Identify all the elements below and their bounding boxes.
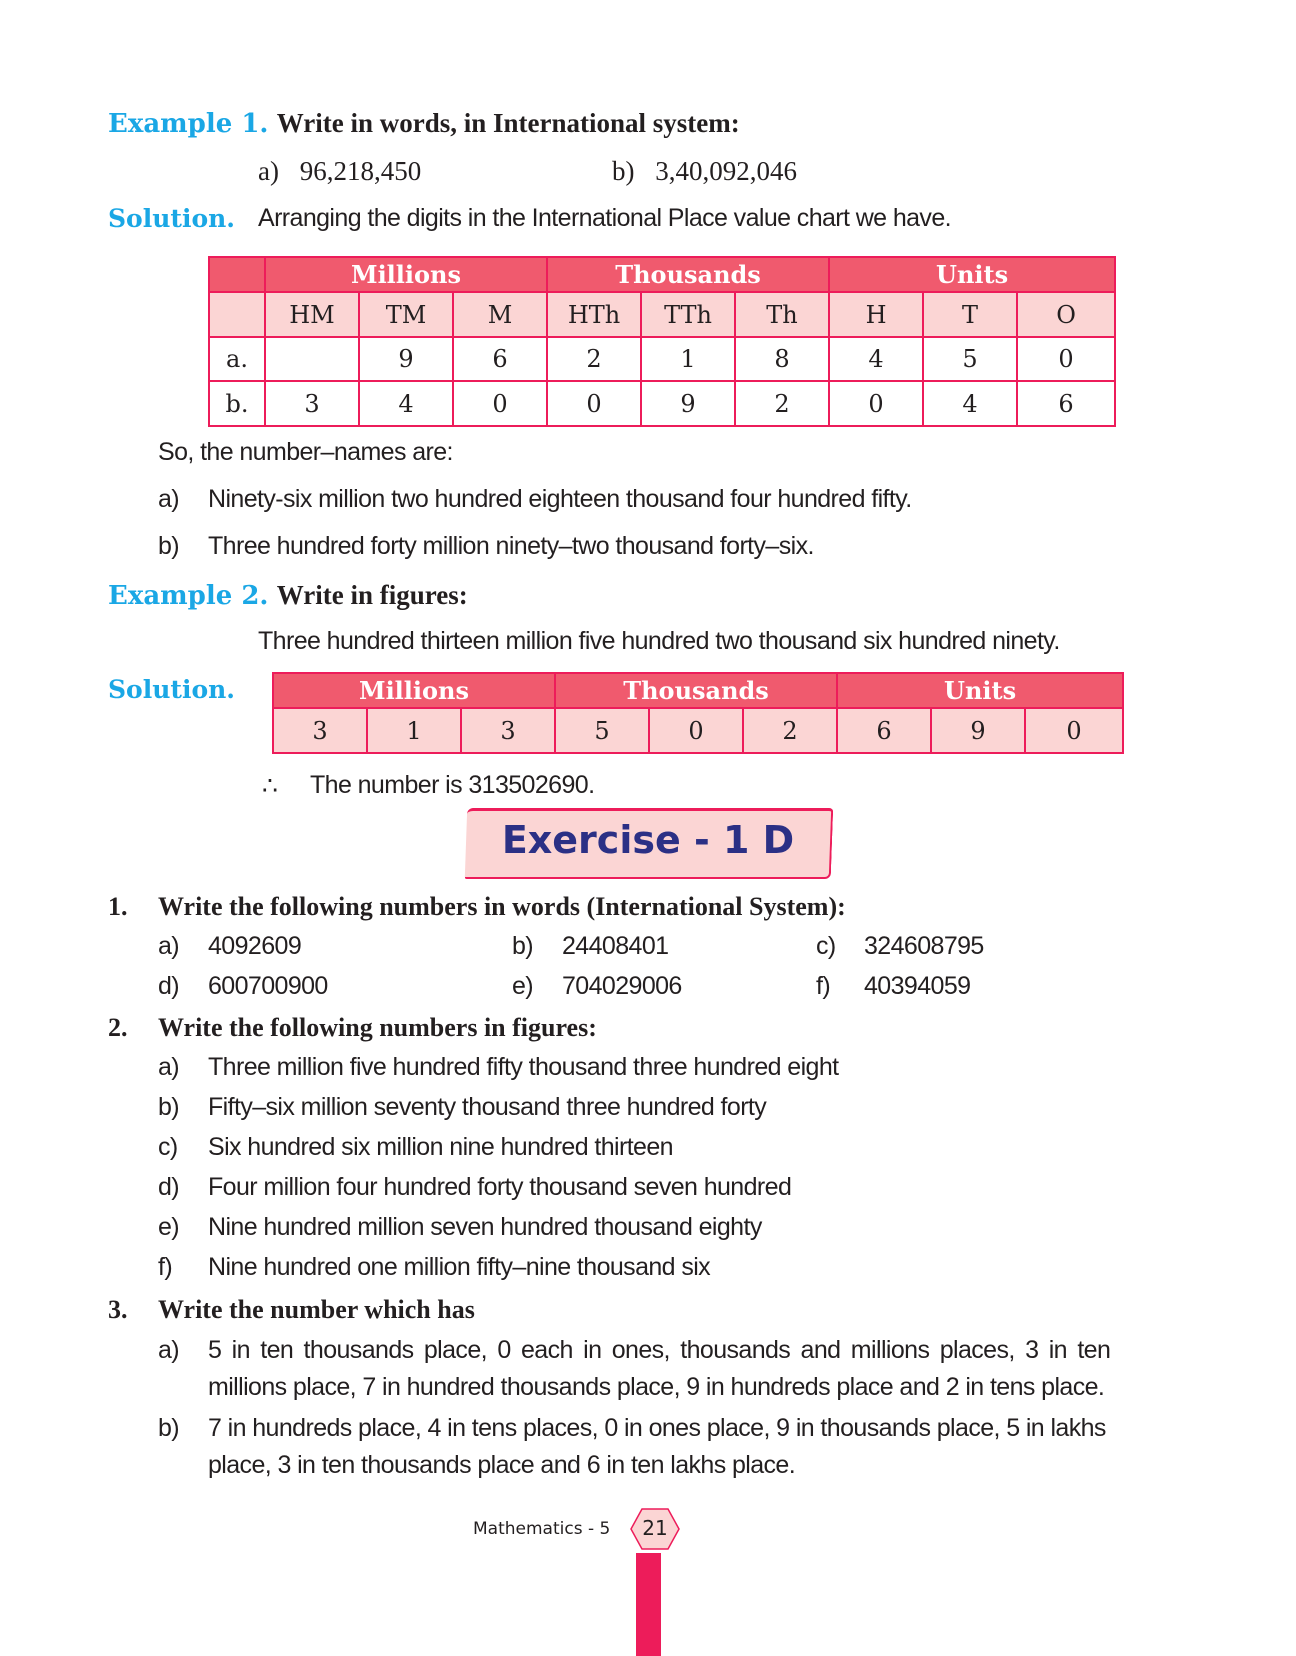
cell: 0: [649, 708, 743, 753]
exercise-title: Exercise - 1 D: [501, 818, 795, 862]
item-marker: a): [158, 1053, 180, 1081]
question-2-number: 2.: [108, 1013, 128, 1042]
q1-item-c: [816, 932, 984, 961]
cell: 9: [931, 708, 1025, 753]
cell: 0: [453, 381, 547, 426]
answer-b: [158, 532, 814, 561]
item-marker: c): [816, 932, 836, 960]
example-1-item-b: [612, 156, 797, 187]
cell: 2: [547, 337, 641, 381]
col-th: Th: [735, 292, 829, 337]
row-label: b.: [209, 381, 265, 426]
q2-item-d: [158, 1173, 792, 1202]
q1-item-b: [512, 932, 669, 961]
question-3-text: Write the number which has: [158, 1295, 475, 1324]
example-2-label: Example 2.: [108, 581, 269, 611]
cell: 4: [359, 381, 453, 426]
example-1-item-a: [258, 156, 421, 187]
item-marker: a): [158, 1336, 180, 1364]
example-1-heading: [108, 108, 740, 139]
example-2-conclusion: [262, 771, 595, 801]
answer-text: Ninety-six million two hundred eighteen thousand four hundred fifty.: [208, 485, 912, 513]
q2-item-b: [158, 1093, 767, 1122]
q1-item-e: [512, 972, 682, 1001]
example-1-label: Example 1.: [108, 109, 269, 139]
cell: 5: [923, 337, 1017, 381]
col-h: H: [829, 292, 923, 337]
item-marker: d): [158, 972, 180, 1000]
example-2-solution-label: Solution.: [108, 675, 236, 704]
group-millions: Millions: [273, 673, 555, 708]
question-3-number: 3.: [108, 1295, 128, 1324]
item-text: Three million five hundred fifty thousand three hundred eight: [208, 1053, 839, 1081]
item-marker: e): [158, 1213, 180, 1241]
item-marker: b): [612, 156, 635, 186]
example-2-prompt: Three hundred thirteen million five hundred two thousand six hundred ninety.: [258, 627, 1060, 655]
place-value-table-1: [208, 256, 1116, 427]
item-text: Six hundred six million nine hundred thirteen: [208, 1133, 673, 1161]
q1-item-f: [816, 972, 971, 1001]
item-text-line-2: place, 3 in ten thousands place and 6 in ten lakhs place.: [208, 1451, 796, 1479]
col-o: O: [1017, 292, 1115, 337]
answer-marker: b): [158, 532, 180, 560]
item-marker: d): [158, 1173, 180, 1201]
cell: 0: [1017, 337, 1115, 381]
item-text-line-2: millions place, 7 in hundred thousands place, 9 in hundreds place and 2 in tens place.: [208, 1373, 1105, 1401]
answer-text: Three hundred forty million ninety–two thousand forty–six.: [208, 532, 814, 560]
cell: 3: [273, 708, 367, 753]
cell: 6: [837, 708, 931, 753]
example-1-solution: [108, 204, 951, 233]
q3-item-a: [158, 1336, 1111, 1401]
number-names-intro: So, the number–names are:: [158, 438, 453, 466]
cell: 1: [367, 708, 461, 753]
item-text: Nine hundred million seven hundred thousand eighty: [208, 1213, 762, 1241]
cell: [265, 337, 359, 381]
therefore-symbol: ∴: [262, 772, 278, 800]
item-value: 96,218,450: [299, 156, 422, 186]
q1-item-d: [158, 972, 328, 1001]
item-text: Four million four hundred forty thousand seven hundred: [208, 1173, 792, 1201]
item-marker: e): [512, 972, 534, 1000]
page-edge-tab: [636, 1553, 661, 1656]
table-row: [209, 337, 1115, 381]
cell: 1: [641, 337, 735, 381]
group-header-row: [273, 673, 1123, 708]
col-hth: HTh: [547, 292, 641, 337]
item-marker: f): [816, 972, 831, 1000]
item-value: 3,40,092,046: [655, 156, 797, 186]
item-text: 40394059: [864, 972, 971, 1000]
cell: 0: [1025, 708, 1123, 753]
item-marker: a): [258, 156, 279, 186]
item-marker: c): [158, 1133, 178, 1161]
item-text: Nine hundred one million fifty–nine thousand six: [208, 1253, 711, 1281]
q1-item-a: [158, 932, 302, 961]
answer-a: [158, 485, 912, 514]
solution-label: Solution.: [108, 204, 236, 233]
question-1-number: 1.: [108, 892, 128, 921]
column-header-row: [209, 292, 1115, 337]
question-2-text: Write the following numbers in figures:: [158, 1013, 597, 1042]
cell: 4: [923, 381, 1017, 426]
table-row: [209, 381, 1115, 426]
group-millions: Millions: [265, 257, 547, 292]
group-thousands: Thousands: [547, 257, 829, 292]
cell: 6: [453, 337, 547, 381]
cell: 2: [735, 381, 829, 426]
page-number: 21: [642, 1516, 668, 1540]
answer-marker: a): [158, 485, 180, 513]
example-1-title: Write in words, in International system:: [276, 108, 740, 138]
item-marker: b): [512, 932, 534, 960]
corner-cell: [209, 292, 265, 337]
item-marker: a): [158, 932, 180, 960]
q2-item-f: [158, 1253, 711, 1282]
cell: 0: [829, 381, 923, 426]
item-text-line-1: 5 in ten thousands place, 0 each in ones, thousands and millions places, 3 in ten: [208, 1336, 1111, 1364]
item-text-line-1: 7 in hundreds place, 4 in tens places, 0 in ones place, 9 in thousands place, 5 in lakhs: [208, 1414, 1106, 1442]
cell: 3: [265, 381, 359, 426]
cell: 5: [555, 708, 649, 753]
group-header-row: [209, 257, 1115, 292]
group-units: Units: [829, 257, 1115, 292]
item-text: 704029006: [562, 972, 682, 1000]
corner-cell: [209, 257, 265, 292]
cell: 3: [461, 708, 555, 753]
col-t: T: [923, 292, 1017, 337]
col-tth: TTh: [641, 292, 735, 337]
cell: 9: [359, 337, 453, 381]
item-marker: f): [158, 1253, 173, 1281]
solution-text: Arranging the digits in the International Place value chart we have.: [258, 204, 951, 232]
item-marker: b): [158, 1093, 180, 1121]
item-marker: b): [158, 1414, 180, 1442]
group-units: Units: [837, 673, 1123, 708]
place-value-table-2: [272, 672, 1124, 754]
cell: 6: [1017, 381, 1115, 426]
q2-item-e: [158, 1213, 762, 1242]
group-thousands: Thousands: [555, 673, 837, 708]
question-1-text: Write the following numbers in words (International System):: [158, 892, 846, 921]
col-m: M: [453, 292, 547, 337]
item-text: 24408401: [562, 932, 669, 960]
item-text: 324608795: [864, 932, 984, 960]
cell: 9: [641, 381, 735, 426]
example-2-heading: [108, 580, 468, 611]
cell: 4: [829, 337, 923, 381]
table-row: [273, 708, 1123, 753]
conclusion-text: The number is 313502690.: [310, 771, 595, 799]
item-text: 4092609: [208, 932, 302, 960]
cell: 8: [735, 337, 829, 381]
row-label: a.: [209, 337, 265, 381]
cell: 2: [743, 708, 837, 753]
q3-item-b: [158, 1414, 1106, 1479]
col-hm: HM: [265, 292, 359, 337]
col-tm: TM: [359, 292, 453, 337]
q2-item-a: [158, 1053, 839, 1082]
item-text: 600700900: [208, 972, 328, 1000]
item-text: Fifty–six million seventy thousand three hundred forty: [208, 1093, 767, 1121]
q2-item-c: [158, 1133, 673, 1162]
footer-book-title: Mathematics - 5: [473, 1519, 611, 1539]
cell: 0: [547, 381, 641, 426]
example-2-title: Write in figures:: [276, 580, 468, 610]
